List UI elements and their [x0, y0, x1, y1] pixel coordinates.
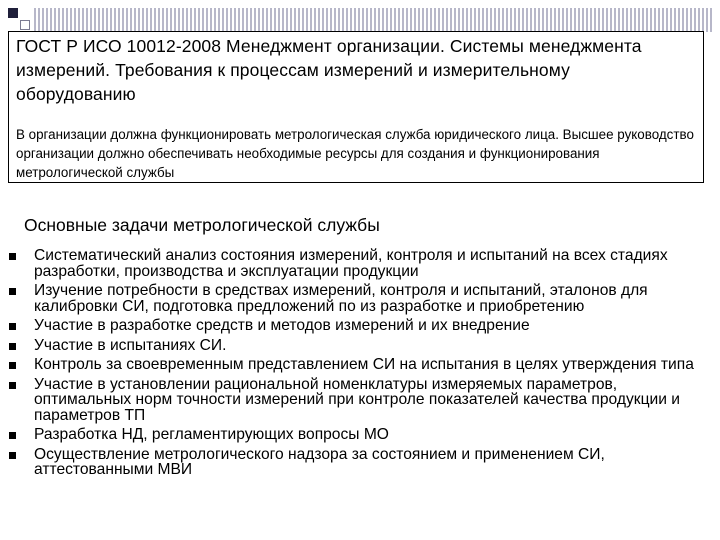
list-item-text: Участие в испытаниях СИ. [34, 336, 227, 354]
decorative-stripe-band [34, 8, 714, 32]
list-item-text: Изучение потребности в средствах измерений, контроля и испытаний, эталонов для калибровки СИ, подготовка предложений по из разработке и приобретению [34, 282, 648, 315]
list-item [0, 283, 720, 314]
list-item [0, 318, 720, 334]
list-item-text: Систематический анализ состояния измерений, контроля и испытаний на всех стадиях разработки, производства и эксплуатации продукции [34, 247, 668, 280]
list-item [0, 248, 720, 279]
page-title: ГОСТ Р ИСО 10012-2008 Менеджмент организации. Системы менеджмента измерений. Требования к процессам измерений и измерительному оборудованию [16, 36, 642, 104]
list-item [0, 427, 720, 443]
section-title: Основные задачи метрологической службы [24, 215, 380, 235]
bullet-icon [9, 253, 16, 260]
bullet-icon [9, 343, 16, 350]
list-item [0, 357, 720, 373]
bullet-icon [9, 432, 16, 439]
bullet-icon [9, 382, 16, 389]
list-item-text: Осуществление метрологического надзора за состоянием и применением СИ, аттестованными МВИ [34, 445, 605, 478]
bullet-icon [9, 362, 16, 369]
bullet-icon [9, 288, 16, 295]
bullet-icon [9, 452, 16, 459]
list-item-text: Контроль за своевременным представлением СИ на испытания в целях утверждения типа [34, 356, 694, 373]
list-item-text: Участие в установлении рациональной номенклатуры измеряемых параметров, оптимальных норм точности измерений при контроле показателей качества продукции и параметров ТП [34, 375, 680, 424]
header-body-text: В организации должна функционировать метрологическая служба юридического лица. Высшее руководство организации должно обеспечивать необходимые ресурсы для создания и функционирования метрологической службы [16, 127, 694, 180]
bullet-icon [9, 323, 16, 330]
list-item [0, 338, 720, 354]
list-item-text: Разработка НД, регламентирующих вопросы МО [34, 426, 389, 443]
corner-square-light [20, 20, 30, 30]
corner-square-dark [8, 8, 18, 18]
list-item [0, 447, 720, 478]
list-item [0, 377, 720, 424]
task-list [0, 248, 720, 482]
list-item-text: Участие в разработке средств и методов измерений и их внедрение [34, 317, 530, 334]
